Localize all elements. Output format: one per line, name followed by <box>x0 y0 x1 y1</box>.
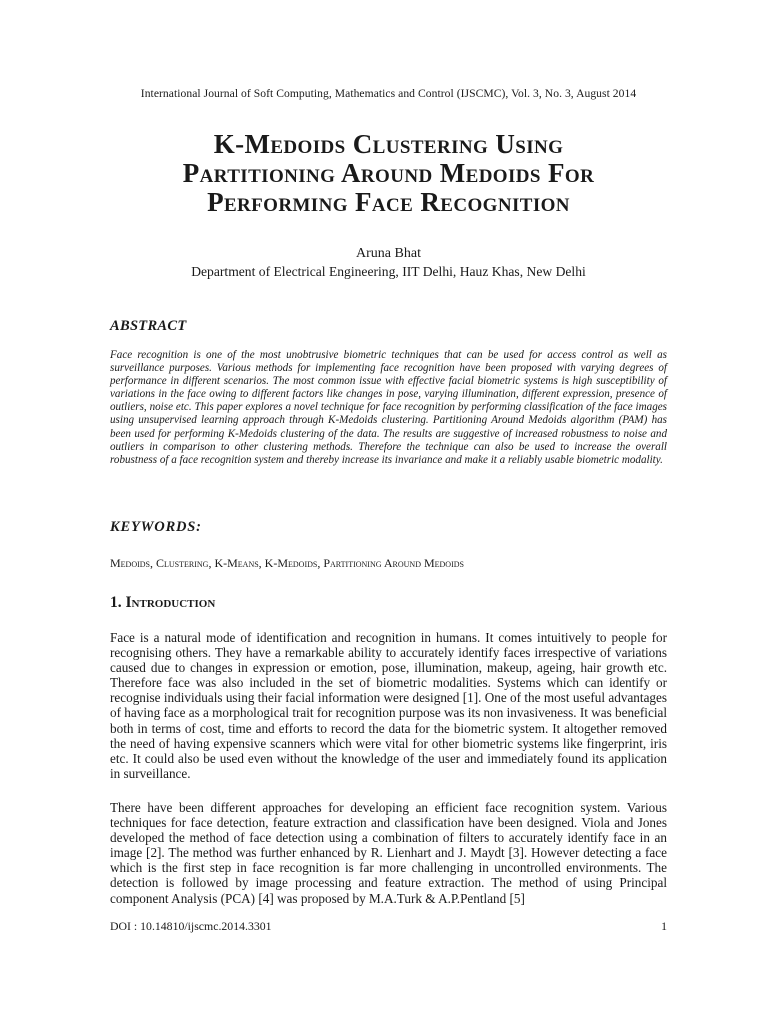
section-heading: 1. Introduction <box>110 594 216 611</box>
body-paragraph: Face is a natural mode of identification and recognition in humans. It comes intuitively to people for recognising others. They have a remarkable ability to accurately identify faces irrespective of variations caused due to changes in expression or emotion, pose, illumination, makeup, ageing, hair growth etc. Therefore face was also included in the set of biometric modalities. Systems which can identify or recognise individuals using their facial information were designed [1]. One of the most useful advantages of having face as a morphological trait for recognition purpose was its non invasiveness. It was beneficial both in terms of cost, time and efforts to record the data for the biometric system. It altogether removed the need of having expensive scanners which were vital for other biometric systems like fingerprint, iris etc. It could also be used even without the knowledge of the user and immediately found its application in surveillance. <box>110 630 668 781</box>
author-affiliation: Department of Electrical Engineering, IIT Delhi, Hauz Khas, New Delhi <box>191 264 586 279</box>
abstract-heading: ABSTRACT <box>110 318 187 334</box>
title-line: Partitioning Around Medoids For <box>182 158 595 188</box>
footer-doi: DOI : 10.14810/ijscmc.2014.3301 <box>110 919 272 933</box>
title-line: K-Medoids Clustering Using <box>213 129 564 159</box>
paper-title <box>110 130 667 217</box>
keywords-text: Medoids, Clustering, K-Means, K-Medoids, Partitioning Around Medoids <box>110 556 464 570</box>
paper-page <box>110 0 667 1024</box>
journal-header: International Journal of Soft Computing, Mathematics and Control (IJSCMC), Vol. 3, No. 3, August 2014 <box>140 87 637 100</box>
author-name: Aruna Bhat <box>356 246 421 261</box>
abstract-text: Face recognition is one of the most unobtrusive biometric techniques that can be used for access control as well as surveillance purposes. Various methods for implementing face recognition have been proposed with varying degrees of performance in different scenarios. The most common issue with effective facial biometric systems is high susceptibility of variations in the face owing to different factors like changes in pose, varying illumination, different expression, presence of outliers, noise etc. This paper explores a novel technique for face recognition by performing classification of the face images using unsupervised learning approach through K-Medoids clustering. Partitioning Around Medoids algorithm (PAM) has been used for performing K-Medoids clustering of the data. The results are suggestive of increased robustness to noise and outliers in comparison to other clustering methods. Therefore the technique can also be used to increase the overall robustness of a face recognition system and thereby increase its invariance and make it a reliably usable biometric modality. <box>110 349 667 466</box>
title-line: Performing Face Recognition <box>207 187 570 217</box>
body-paragraph: There have been different approaches for developing an efficient face recognition system. Various techniques for face detection, feature extraction and classification have been designed. Viola and Jones developed the method of face detection using a combination of filters to accurately identify face in an image [2]. The method was further enhanced by R. Lienhart and J. Maydt [3]. However detecting a face which is the first step in face recognition is far more challenging in uncontrolled environments. The detection is followed by image processing and feature extraction. The method of using Principal component Analysis (PCA) [4] was proposed by M.A.Turk & A.P.Pentland [5] <box>110 800 667 906</box>
keywords-heading: KEYWORDS: <box>110 519 202 535</box>
page-number: 1 <box>661 919 667 933</box>
